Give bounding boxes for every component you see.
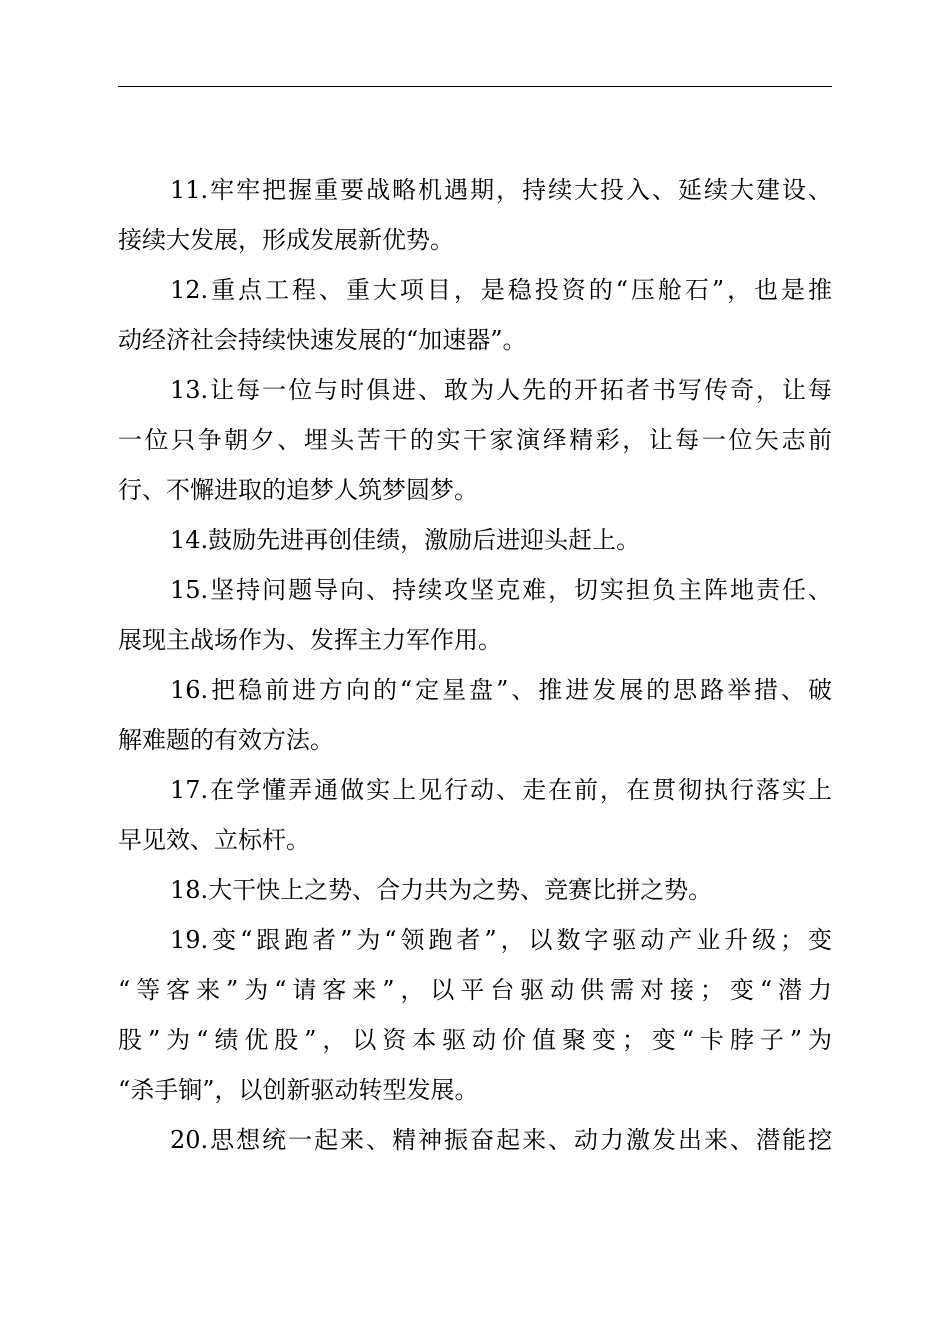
paragraph-17: [118, 765, 832, 865]
paragraph-line: 动经济社会持续快速发展的“加速器”。: [118, 326, 527, 354]
paragraph-line: 16.把稳前进方向的“定星盘”、推进发展的思路举措、破: [170, 676, 832, 704]
paragraph-12: [118, 265, 832, 365]
paragraph-line: 早见效、立标杆。: [118, 826, 310, 854]
paragraph-line: 15.坚持问题导向、持续攻坚克难，切实担负主阵地责任、: [170, 576, 832, 604]
paragraph-line: 18.大干快上之势、合力共为之势、竞赛比拼之势。: [170, 876, 713, 904]
paragraph-line: 13.让每一位与时俱进、敢为人先的开拓者书写传奇，让每: [170, 376, 832, 404]
document-body: [118, 165, 832, 1165]
paragraph-line: 11.牢牢把握重要战略机遇期，持续大投入、延续大建设、: [170, 176, 832, 204]
paragraph-line: 19.变“跟跑者”为“领跑者”，以数字驱动产业升级；变: [170, 926, 832, 954]
paragraph-11: [118, 165, 832, 265]
paragraph-13: [118, 365, 832, 515]
paragraph-19: [118, 915, 832, 1115]
paragraph-15: [118, 565, 832, 665]
paragraph-14: [118, 515, 832, 565]
paragraph-line: “杀手锏”，以创新驱动转型发展。: [118, 1076, 479, 1104]
paragraph-line: 17.在学懂弄通做实上见行动、走在前，在贯彻执行落实上: [170, 776, 832, 804]
paragraph-20: [118, 1115, 832, 1165]
paragraph-line: 股”为“绩优股”，以资本驱动价值聚变；变“卡脖子”为: [118, 1026, 832, 1054]
paragraph-16: [118, 665, 832, 765]
paragraph-line: “等客来”为“请客来”，以平台驱动供需对接；变“潜力: [118, 976, 832, 1004]
paragraph-18: [118, 865, 832, 915]
paragraph-line: 解难题的有效方法。: [118, 726, 334, 754]
paragraph-line: 行、不懈进取的追梦人筑梦圆梦。: [118, 476, 478, 504]
paragraph-line: 20.思想统一起来、精神振奋起来、动力激发出来、潜能挖: [170, 1126, 832, 1154]
paragraph-line: 14.鼓励先进再创佳绩，激励后进迎头赶上。: [170, 526, 641, 554]
paragraph-line: 一位只争朝夕、埋头苦干的实干家演绎精彩，让每一位矢志前: [118, 426, 832, 454]
header-rule: [118, 86, 832, 87]
paragraph-line: 接续大发展，形成发展新优势。: [118, 226, 454, 254]
paragraph-line: 12.重点工程、重大项目，是稳投资的“压舱石”，也是推: [170, 276, 832, 304]
paragraph-line: 展现主战场作为、发挥主力军作用。: [118, 626, 502, 654]
